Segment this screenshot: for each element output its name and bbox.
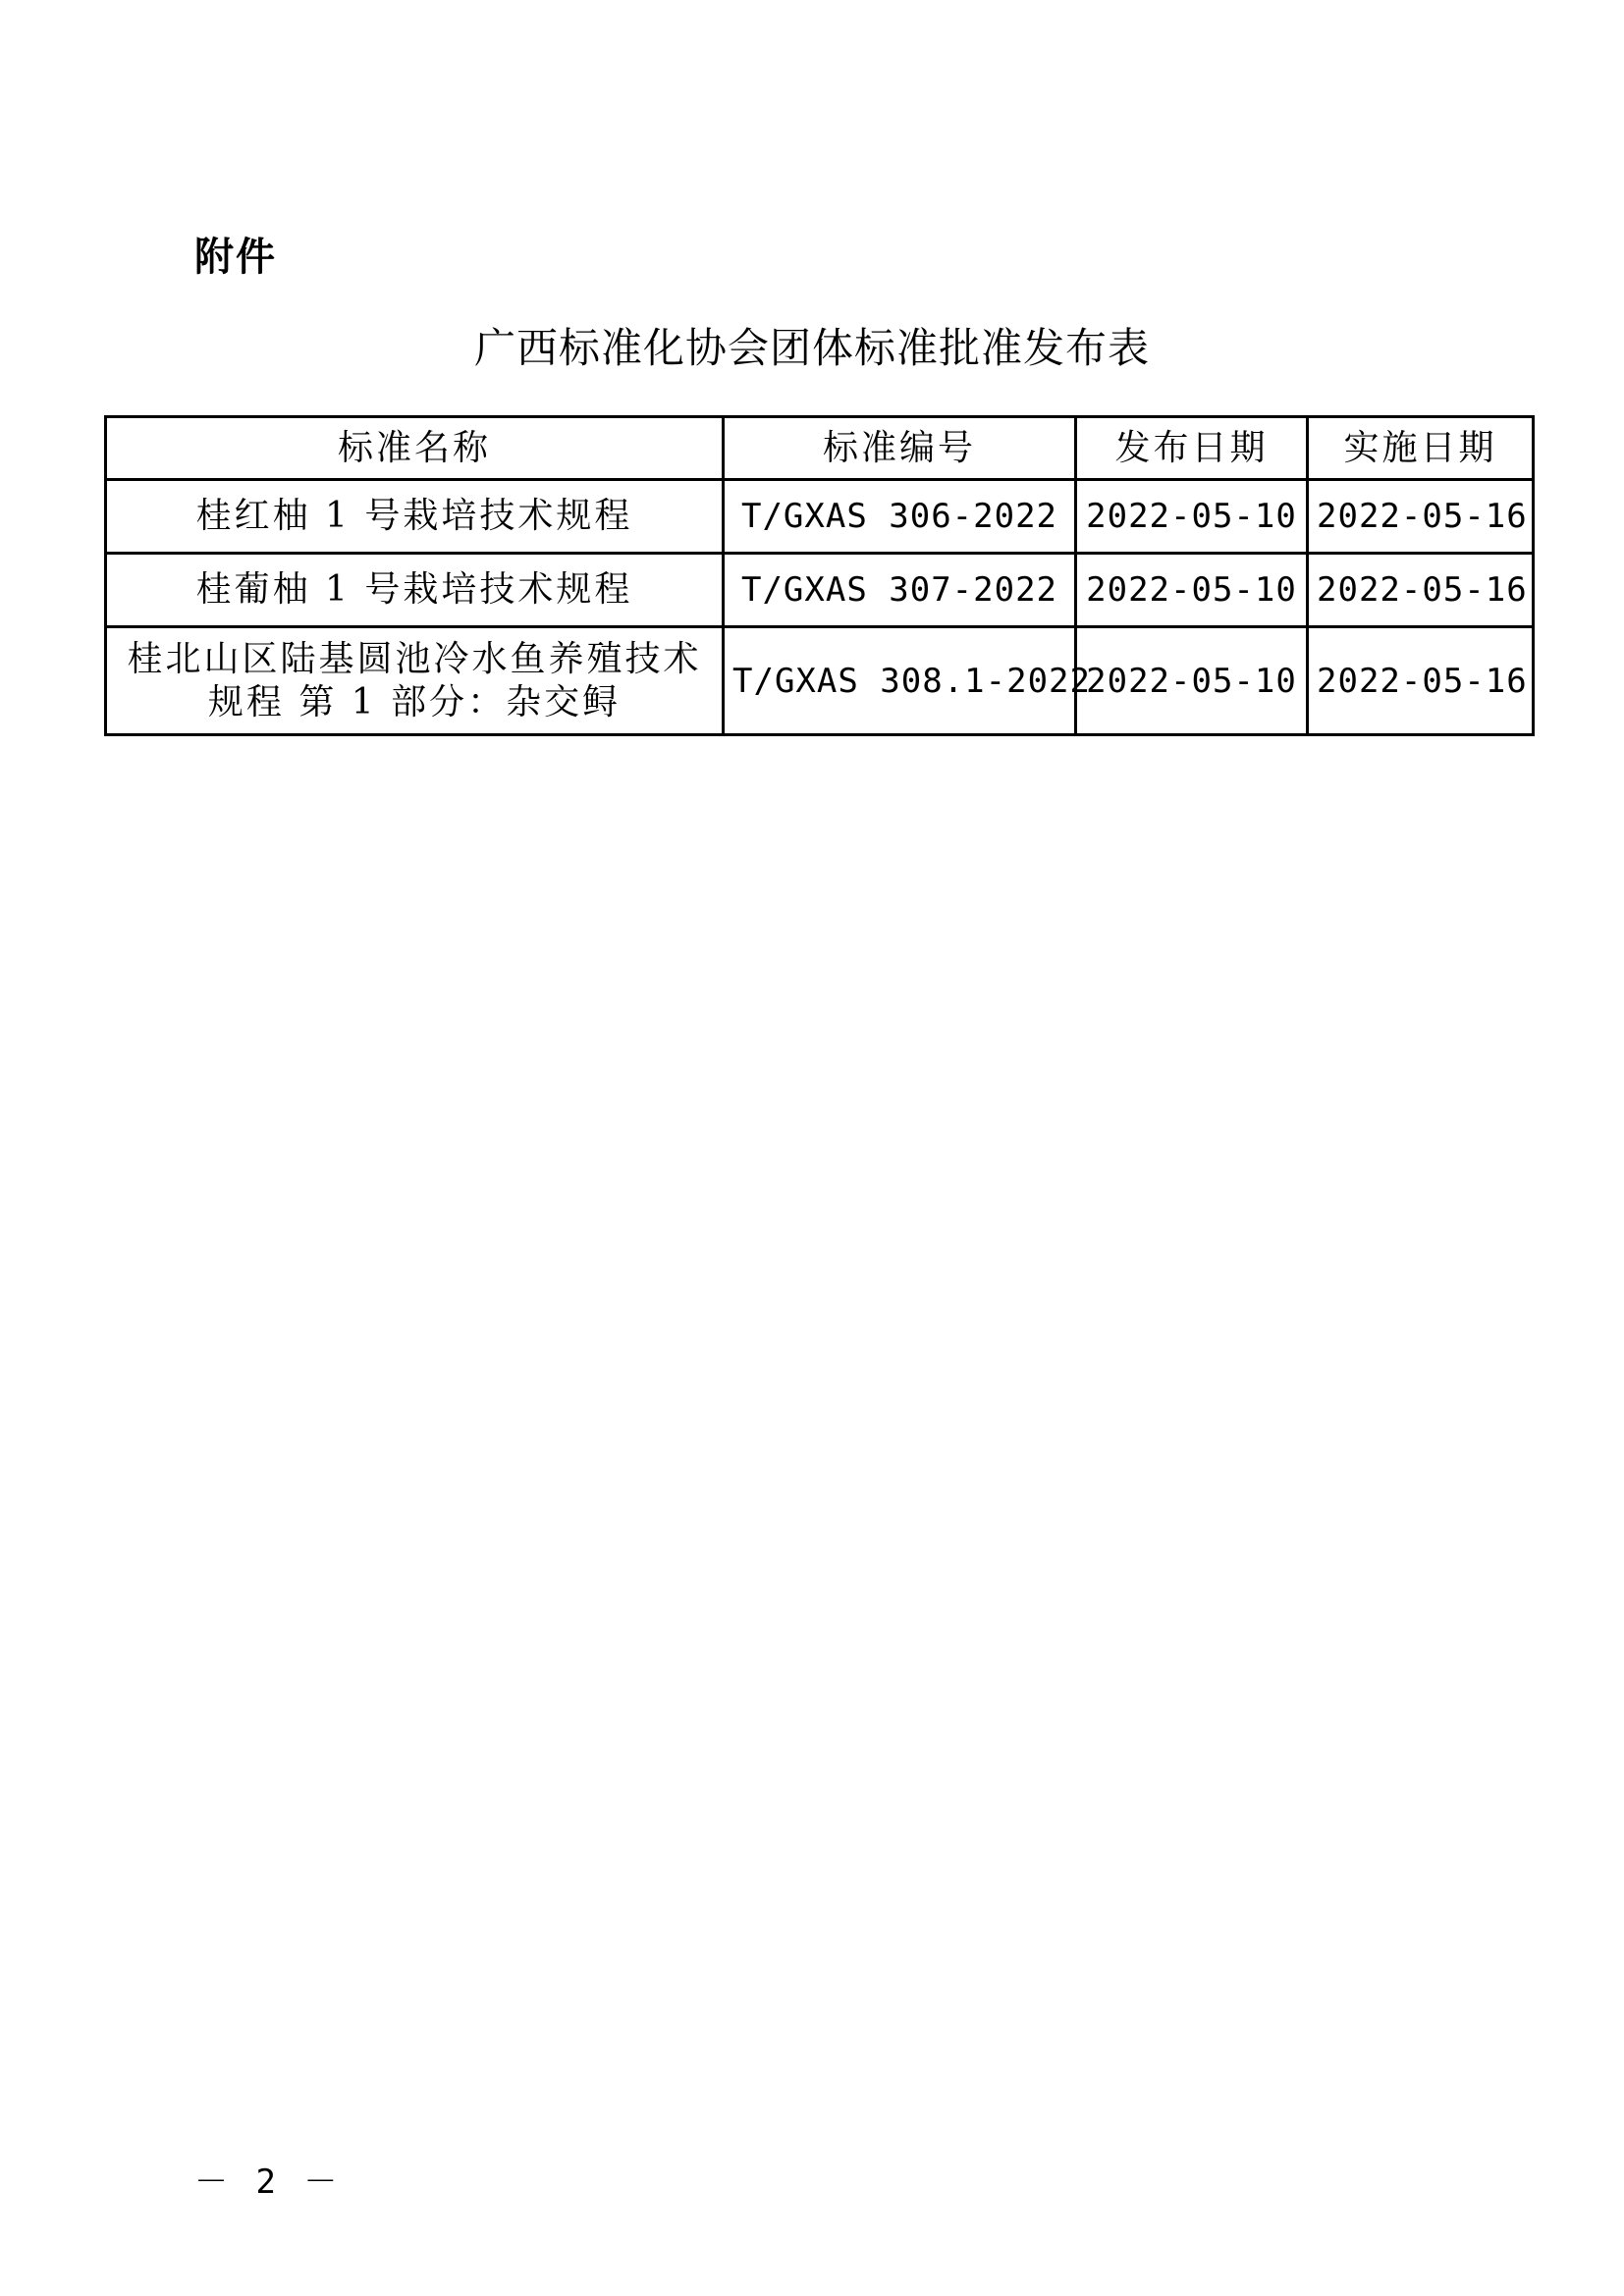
- implementation-date-cell: 2022-05-16: [1308, 480, 1534, 554]
- page-number: － 2 －: [194, 2163, 342, 2202]
- standard-number-cell: T/GXAS 306-2022: [724, 480, 1076, 554]
- standard-number-cell: T/GXAS 307-2022: [724, 554, 1076, 627]
- implementation-date-cell: 2022-05-16: [1308, 627, 1534, 735]
- standard-name-cell: 桂红柚 1 号栽培技术规程: [106, 480, 724, 554]
- standard-name-cell: 桂葡柚 1 号栽培技术规程: [106, 554, 724, 627]
- attachment-label: 附件: [194, 235, 277, 280]
- header-standard-number: 标准编号: [724, 417, 1076, 480]
- standard-name-cell: 桂北山区陆基圆池冷水鱼养殖技术规程 第 1 部分：杂交鲟: [106, 627, 724, 735]
- table-row: [106, 554, 1534, 627]
- header-implementation-date: 实施日期: [1308, 417, 1534, 480]
- standard-number-cell: T/GXAS 308.1-2022: [724, 627, 1076, 735]
- table-row: [106, 627, 1534, 735]
- header-release-date: 发布日期: [1076, 417, 1308, 480]
- table-row: [106, 480, 1534, 554]
- standards-table: [104, 415, 1535, 736]
- document-title: 广西标准化协会团体标准批准发布表: [473, 324, 1150, 372]
- header-standard-name: 标准名称: [106, 417, 724, 480]
- release-date-cell: 2022-05-10: [1076, 554, 1308, 627]
- release-date-cell: 2022-05-10: [1076, 627, 1308, 735]
- table-header-row: [106, 417, 1534, 480]
- implementation-date-cell: 2022-05-16: [1308, 554, 1534, 627]
- release-date-cell: 2022-05-10: [1076, 480, 1308, 554]
